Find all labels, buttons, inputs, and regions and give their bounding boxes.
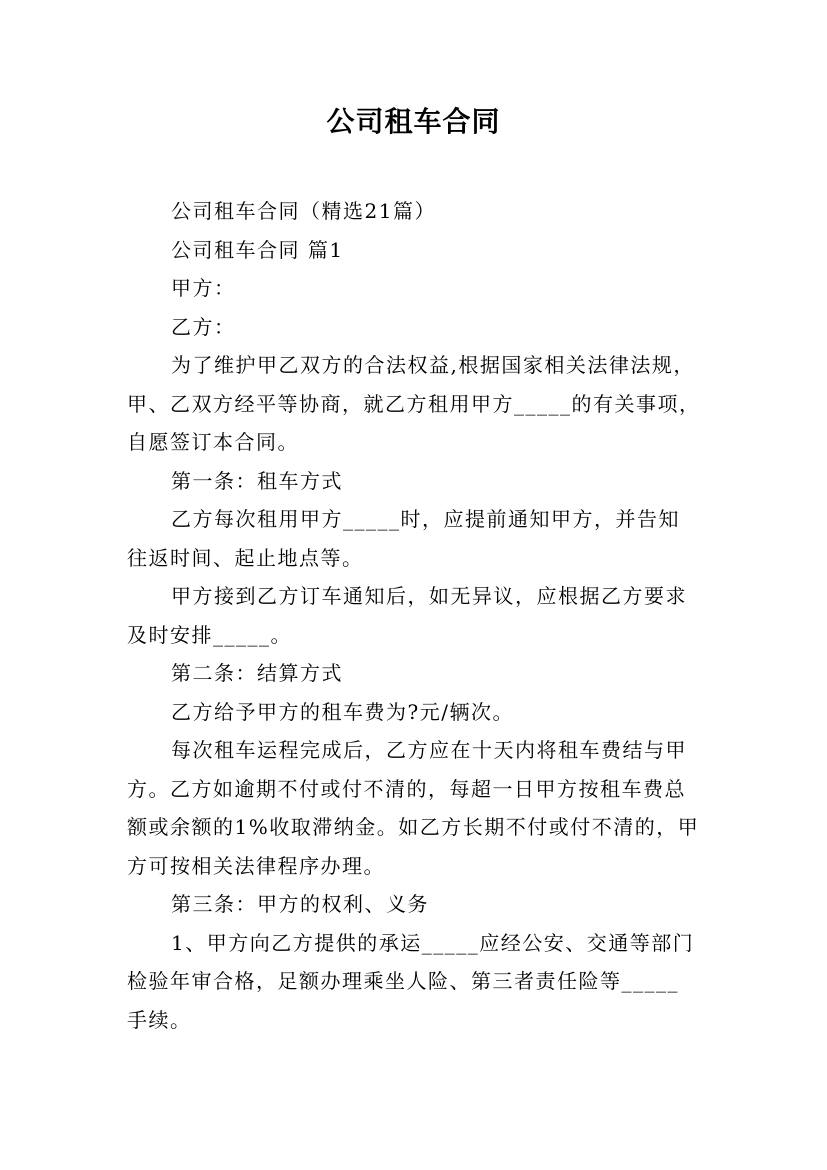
paragraph [127, 577, 703, 654]
paragraph [127, 462, 703, 501]
document-body [127, 192, 703, 1039]
text-line: 手续。 [127, 1007, 192, 1032]
paragraph [127, 500, 703, 577]
text-line: 乙方： [171, 314, 236, 339]
text-line: 公司租车合同 篇1 [171, 237, 344, 262]
paragraph [127, 308, 703, 347]
paragraph [127, 231, 703, 270]
text-line: 第二条：结算方式 [171, 661, 343, 685]
text-line: 甲方接到乙方订车通知后，如无异议，应根据乙方要求 [171, 584, 687, 608]
paragraph [127, 269, 703, 308]
paragraph [127, 693, 703, 732]
paragraph [127, 192, 703, 231]
text-line: 方。乙方如逾期不付或付不清的，每超一日甲方按租车费总 [127, 776, 686, 801]
text-line: 方可按相关法律程序办理。 [127, 853, 385, 878]
text-line: 往返时间、起止地点等。 [127, 545, 364, 570]
text-line: 甲方： [171, 276, 236, 300]
text-line: 公司租车合同（精选21篇） [171, 199, 436, 223]
text-line: 检验年审合格，足额办理乘坐人险、第三者责任险等_____ [127, 969, 679, 993]
text-line: 自愿签订本合同。 [127, 430, 299, 454]
text-line: 每次租车运程完成后，乙方应在十天内将租车费结与甲 [171, 738, 687, 762]
paragraph [127, 654, 703, 693]
text-line: 额或余额的1%收取滞纳金。如乙方长期不付或付不清的，甲 [127, 815, 700, 839]
document-title: 公司租车合同 [326, 105, 501, 138]
text-line: 第一条：租车方式 [171, 468, 343, 493]
text-line: 乙方给予甲方的租车费为?元/辆次。 [171, 699, 514, 724]
paragraph [127, 346, 703, 462]
text-line: 及时安排_____。 [127, 622, 292, 647]
text-line: 甲、乙双方经平等协商，就乙方租用甲方_____的有关事项， [127, 391, 701, 416]
text-line: 1、甲方向乙方提供的承运_____应经公安、交通等部门 [171, 930, 695, 955]
paragraph [127, 885, 703, 924]
paragraph [127, 924, 703, 1040]
text-line: 为了维护甲乙双方的合法权益,根据国家相关法律法规， [171, 353, 695, 377]
text-line: 第三条：甲方的权利、义务 [171, 892, 429, 916]
paragraph [127, 731, 703, 885]
text-line: 乙方每次租用甲方_____时，应提前通知甲方，并告知 [171, 507, 680, 531]
